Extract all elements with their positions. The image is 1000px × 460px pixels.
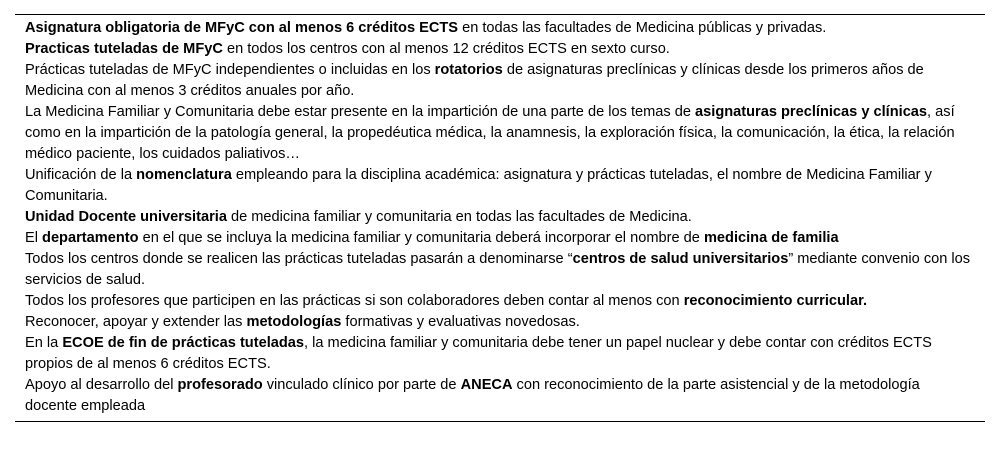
- table-row: Practicas tuteladas de MFyC en todos los centros con al menos 12 créditos ECTS en sexto curso.: [25, 41, 670, 57]
- table-row: Unificación de la nomenclatura empleando para la disciplina académica: asignatura y prácticas tuteladas, el nombre de Medicina Familiar y Comunitaria.: [25, 167, 932, 204]
- table-row: Todos los profesores que participen en las prácticas si son colaboradores deben contar al menos con reconocimiento curricular.: [25, 293, 868, 309]
- table-row: En la ECOE de fin de prácticas tuteladas, la medicina familiar y comunitaria debe tener un papel nuclear y debe contar con créditos ECTS propios de al menos 6 créditos ECTS.: [25, 335, 932, 372]
- table-row: Apoyo al desarrollo del profesorado vinculado clínico por parte de ANECA con reconocimiento de la parte asistencial y de la metodología docente empleada: [25, 377, 920, 414]
- recommendations-table: [15, 14, 985, 422]
- table-row: Unidad Docente universitaria de medicina familiar y comunitaria en todas las facultades de Medicina.: [25, 209, 692, 225]
- table-row: Todos los centros donde se realicen las prácticas tuteladas pasarán a denominarse “centros de salud universitarios” mediante convenio con los servicios de salud.: [25, 251, 971, 288]
- table-row: Prácticas tuteladas de MFyC independientes o incluidas en los rotatorios de asignaturas preclínicas y clínicas desde los primeros años de Medicina con al menos 3 créditos anuales por año.: [25, 62, 924, 99]
- table-row: El departamento en el que se incluya la medicina familiar y comunitaria deberá incorporar el nombre de medicina de familia: [25, 230, 839, 246]
- table-row: La Medicina Familiar y Comunitaria debe estar presente en la impartición de una parte de los temas de asignaturas preclínicas y clínicas, así como en la impartición de la patología general, la propedéutica médica, la anamnesis, la exploración física, la comunicación, la ética, la relación médico paciente, los cuidados paliativos…: [25, 104, 955, 162]
- table-row: Reconocer, apoyar y extender las metodologías formativas y evaluativas novedosas.: [25, 314, 580, 330]
- table-row: Asignatura obligatoria de MFyC con al menos 6 créditos ECTS en todas las facultades de Medicina públicas y privadas.: [25, 20, 827, 36]
